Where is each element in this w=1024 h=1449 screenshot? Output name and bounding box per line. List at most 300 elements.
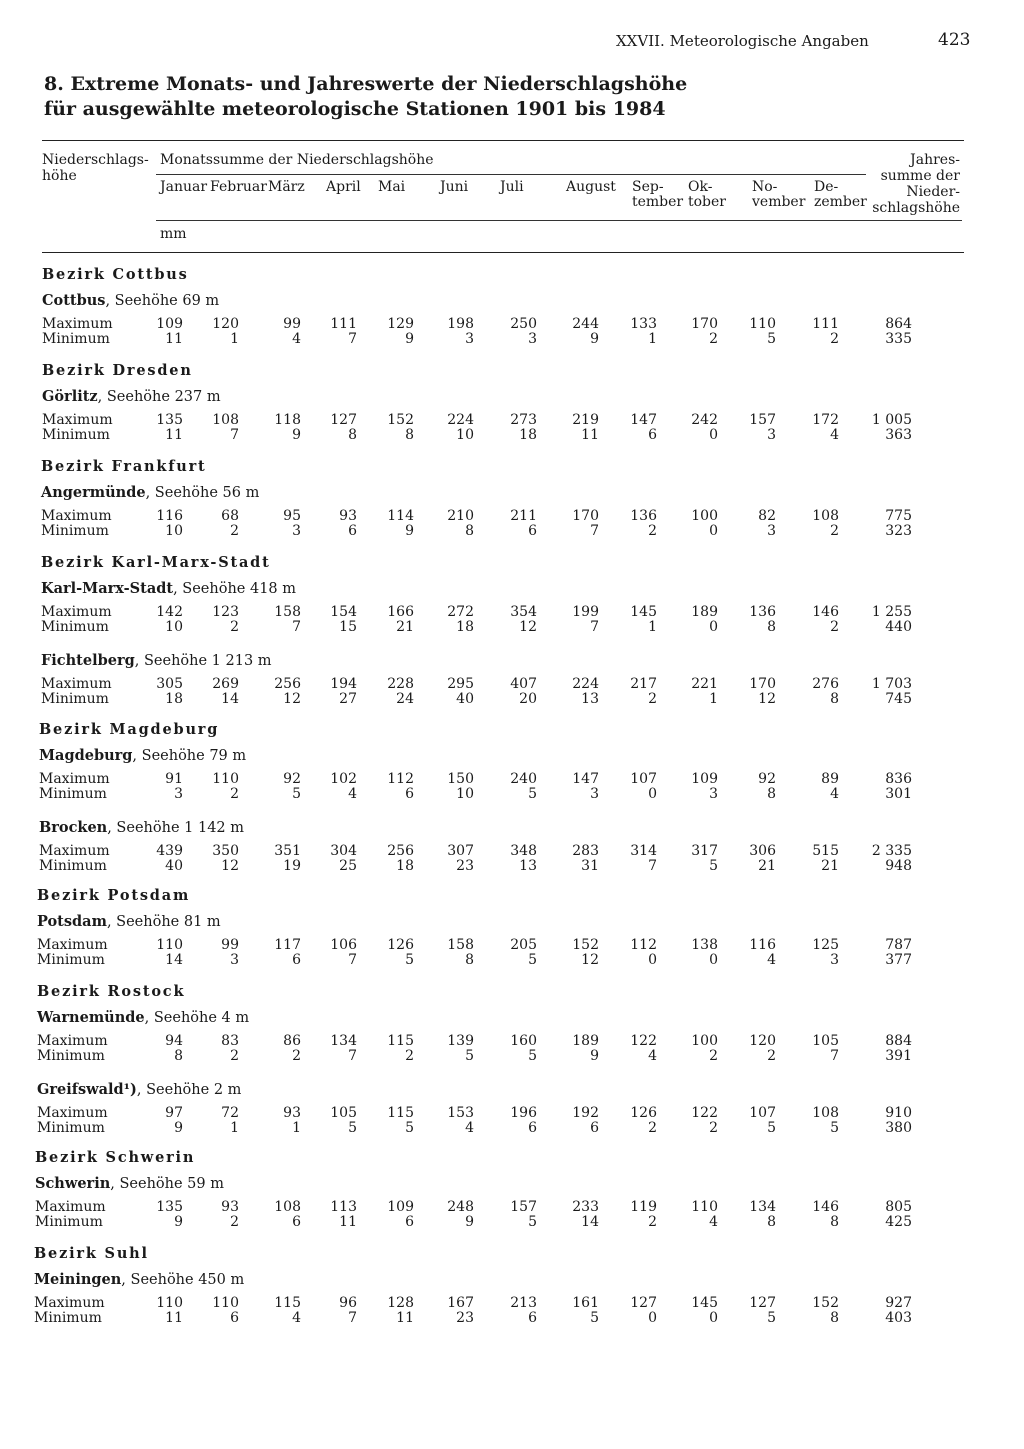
month-value: 348: [510, 843, 537, 859]
station-heading: [34, 1271, 244, 1288]
month-header: Februar: [210, 179, 267, 195]
district-name: Bezirk Cottbus: [42, 266, 189, 283]
month-value: 317: [691, 843, 718, 859]
row-label: Minimum: [41, 691, 109, 707]
month-value: 14: [165, 952, 183, 968]
month-value: 5: [709, 858, 718, 874]
month-value: 2: [230, 1048, 239, 1064]
row-label: Maximum: [37, 1105, 108, 1121]
month-value: 13: [519, 858, 537, 874]
month-value: 106: [330, 937, 357, 953]
month-value: 515: [812, 843, 839, 859]
annual-value: 836: [885, 771, 912, 787]
month-value: 5: [405, 952, 414, 968]
month-value: 244: [572, 316, 599, 332]
month-value: 2: [230, 523, 239, 539]
month-value: 5: [528, 952, 537, 968]
month-value: 1: [648, 331, 657, 347]
month-value: 256: [274, 676, 301, 692]
monthly-span-header: Monatssumme der Niederschlagshöhe: [160, 152, 434, 168]
station-heading: [41, 484, 259, 501]
month-value: 6: [590, 1120, 599, 1136]
table-title-line-2: für ausgewählte meteorologische Stationen 1901 bis 1984: [44, 98, 666, 120]
station-name: Görlitz: [42, 388, 98, 405]
month-value: 6: [348, 523, 357, 539]
month-value: 170: [691, 316, 718, 332]
station-elevation: , Seehöhe 4 m: [144, 1010, 250, 1026]
month-value: 1: [648, 619, 657, 635]
month-value: 6: [230, 1310, 239, 1326]
month-value: 9: [590, 1048, 599, 1064]
row-label: Maximum: [42, 316, 113, 332]
month-value: 351: [274, 843, 301, 859]
month-header: März: [268, 179, 305, 195]
month-value: 233: [572, 1199, 599, 1215]
month-value: 110: [156, 937, 183, 953]
month-header: De- zember: [814, 179, 867, 210]
month-value: 115: [387, 1105, 414, 1121]
month-value: 5: [767, 1310, 776, 1326]
row-label: Minimum: [37, 1048, 105, 1064]
month-value: 24: [396, 691, 414, 707]
station-heading: [41, 580, 296, 597]
month-value: 161: [572, 1295, 599, 1311]
month-value: 9: [292, 427, 301, 443]
month-value: 0: [709, 1310, 718, 1326]
month-value: 102: [330, 771, 357, 787]
month-value: 8: [174, 1048, 183, 1064]
minimum-row: [35, 1214, 975, 1229]
station-name: Brocken: [39, 819, 108, 836]
month-header: August: [566, 179, 616, 195]
station-name: Meiningen: [34, 1271, 122, 1288]
month-value: 93: [283, 1105, 301, 1121]
month-value: 116: [749, 937, 776, 953]
month-value: 127: [749, 1295, 776, 1311]
month-value: 108: [274, 1199, 301, 1215]
annual-value: 363: [885, 427, 912, 443]
month-value: 242: [691, 412, 718, 428]
month-value: 145: [630, 604, 657, 620]
station-heading: [39, 747, 246, 764]
month-value: 9: [174, 1120, 183, 1136]
month-value: 127: [630, 1295, 657, 1311]
month-value: 27: [339, 691, 357, 707]
month-value: 136: [749, 604, 776, 620]
month-value: 119: [630, 1199, 657, 1215]
month-value: 2: [709, 1048, 718, 1064]
station-name: Karl-Marx-Stadt: [41, 580, 174, 597]
annual-value: 377: [885, 952, 912, 968]
month-value: 189: [691, 604, 718, 620]
month-value: 6: [528, 523, 537, 539]
month-value: 8: [767, 786, 776, 802]
month-value: 2: [648, 1120, 657, 1136]
station-heading: [37, 1009, 249, 1026]
month-value: 217: [630, 676, 657, 692]
month-value: 2: [709, 331, 718, 347]
month-value: 5: [767, 331, 776, 347]
month-value: 20: [519, 691, 537, 707]
row-label: Maximum: [41, 676, 112, 692]
month-value: 135: [156, 1199, 183, 1215]
month-value: 11: [339, 1214, 357, 1230]
unit-label: mm: [160, 226, 187, 242]
month-value: 350: [212, 843, 239, 859]
minimum-row: [37, 1120, 977, 1135]
month-value: 8: [830, 1310, 839, 1326]
month-value: 199: [572, 604, 599, 620]
maximum-row: [37, 1105, 977, 1120]
month-value: 120: [749, 1033, 776, 1049]
month-value: 3: [590, 786, 599, 802]
annual-value: 380: [885, 1120, 912, 1136]
row-label: Minimum: [34, 1310, 102, 1326]
station-name: Greifswald¹): [37, 1081, 137, 1098]
month-value: 11: [581, 427, 599, 443]
month-header: Sep- tember: [632, 179, 684, 210]
month-value: 160: [510, 1033, 537, 1049]
month-value: 110: [212, 1295, 239, 1311]
district-name: Bezirk Dresden: [42, 362, 193, 379]
month-value: 12: [519, 619, 537, 635]
month-value: 128: [387, 1295, 414, 1311]
month-value: 4: [830, 786, 839, 802]
annual-value: 864: [885, 316, 912, 332]
annual-value: 323: [885, 523, 912, 539]
span-underline: [156, 174, 866, 175]
station-heading: [35, 1175, 224, 1192]
month-value: 108: [812, 508, 839, 524]
month-value: 304: [330, 843, 357, 859]
district-name: Bezirk Karl-Marx-Stadt: [41, 554, 271, 571]
month-header: Juli: [500, 179, 524, 195]
station-name: Schwerin: [35, 1175, 111, 1192]
annual-value: 775: [885, 508, 912, 524]
month-value: 0: [648, 1310, 657, 1326]
month-value: 9: [590, 331, 599, 347]
month-value: 111: [330, 316, 357, 332]
month-value: 23: [456, 1310, 474, 1326]
month-value: 3: [174, 786, 183, 802]
month-value: 5: [465, 1048, 474, 1064]
month-value: 228: [387, 676, 414, 692]
month-value: 1: [230, 1120, 239, 1136]
annual-value: 805: [885, 1199, 912, 1215]
station-heading: [42, 292, 219, 309]
month-value: 273: [510, 412, 537, 428]
month-value: 8: [465, 523, 474, 539]
month-value: 11: [165, 1310, 183, 1326]
month-value: 110: [156, 1295, 183, 1311]
month-value: 146: [812, 604, 839, 620]
month-value: 6: [528, 1120, 537, 1136]
month-value: 9: [405, 523, 414, 539]
month-value: 221: [691, 676, 718, 692]
month-value: 152: [572, 937, 599, 953]
row-label: Minimum: [41, 619, 109, 635]
month-value: 123: [212, 604, 239, 620]
month-value: 224: [572, 676, 599, 692]
month-value: 152: [812, 1295, 839, 1311]
month-value: 11: [165, 427, 183, 443]
month-value: 18: [519, 427, 537, 443]
month-value: 3: [465, 331, 474, 347]
district-name: Bezirk Suhl: [34, 1245, 149, 1262]
month-value: 0: [648, 952, 657, 968]
month-value: 167: [447, 1295, 474, 1311]
month-value: 109: [691, 771, 718, 787]
month-value: 5: [528, 786, 537, 802]
month-value: 3: [709, 786, 718, 802]
month-value: 240: [510, 771, 537, 787]
maximum-row: [39, 843, 979, 858]
month-value: 2: [648, 1214, 657, 1230]
month-value: 134: [330, 1033, 357, 1049]
annual-value: 391: [885, 1048, 912, 1064]
month-value: 8: [767, 619, 776, 635]
row-label: Minimum: [42, 427, 110, 443]
minimum-row: [39, 858, 979, 873]
month-value: 205: [510, 937, 537, 953]
month-value: 314: [630, 843, 657, 859]
annual-value: 1 005: [871, 412, 912, 428]
month-value: 189: [572, 1033, 599, 1049]
row-label: Maximum: [37, 937, 108, 953]
month-value: 129: [387, 316, 414, 332]
month-value: 0: [709, 427, 718, 443]
station-heading: [39, 819, 244, 836]
month-value: 158: [447, 937, 474, 953]
month-value: 8: [405, 427, 414, 443]
annual-value: 910: [885, 1105, 912, 1121]
row-label: Maximum: [41, 508, 112, 524]
station-name: Angermünde: [41, 484, 146, 501]
annual-value: 1 703: [871, 676, 912, 692]
row-label: Maximum: [37, 1033, 108, 1049]
month-value: 152: [387, 412, 414, 428]
annual-value: 301: [885, 786, 912, 802]
row-label: Minimum: [35, 1214, 103, 1230]
month-value: 2: [767, 1048, 776, 1064]
month-value: 113: [330, 1199, 357, 1215]
minimum-row: [41, 619, 981, 634]
month-value: 439: [156, 843, 183, 859]
month-value: 8: [348, 427, 357, 443]
month-value: 110: [749, 316, 776, 332]
top-rule: [42, 140, 964, 141]
month-value: 110: [691, 1199, 718, 1215]
station-name: Warnemünde: [37, 1009, 145, 1026]
minimum-row: [42, 427, 982, 442]
month-value: 2: [830, 619, 839, 635]
month-value: 6: [292, 1214, 301, 1230]
month-value: 283: [572, 843, 599, 859]
month-value: 115: [387, 1033, 414, 1049]
month-value: 407: [510, 676, 537, 692]
month-value: 3: [528, 331, 537, 347]
month-value: 7: [348, 952, 357, 968]
month-value: 83: [221, 1033, 239, 1049]
month-value: 4: [767, 952, 776, 968]
maximum-row: [37, 937, 977, 952]
month-value: 114: [387, 508, 414, 524]
month-value: 94: [165, 1033, 183, 1049]
month-value: 5: [767, 1120, 776, 1136]
month-value: 11: [396, 1310, 414, 1326]
month-value: 12: [758, 691, 776, 707]
running-head: XXVII. Meteorologische Angaben: [616, 32, 869, 50]
month-value: 96: [339, 1295, 357, 1311]
month-value: 157: [510, 1199, 537, 1215]
table-title: [44, 72, 687, 122]
month-value: 9: [465, 1214, 474, 1230]
month-value: 3: [292, 523, 301, 539]
row-label: Minimum: [37, 1120, 105, 1136]
annual-value: 927: [885, 1295, 912, 1311]
month-value: 8: [830, 1214, 839, 1230]
month-value: 15: [339, 619, 357, 635]
month-value: 269: [212, 676, 239, 692]
station-elevation: , Seehöhe 418 m: [173, 581, 297, 597]
month-value: 21: [821, 858, 839, 874]
month-value: 150: [447, 771, 474, 787]
month-value: 4: [292, 331, 301, 347]
month-value: 9: [174, 1214, 183, 1230]
month-value: 14: [581, 1214, 599, 1230]
month-value: 2: [405, 1048, 414, 1064]
month-value: 0: [709, 523, 718, 539]
month-value: 138: [691, 937, 718, 953]
month-value: 4: [830, 427, 839, 443]
month-value: 122: [691, 1105, 718, 1121]
month-value: 7: [348, 1310, 357, 1326]
month-value: 6: [528, 1310, 537, 1326]
station-heading: [37, 913, 221, 930]
minimum-row: [41, 523, 981, 538]
month-value: 92: [283, 771, 301, 787]
month-value: 153: [447, 1105, 474, 1121]
month-value: 147: [630, 412, 657, 428]
month-value: 107: [749, 1105, 776, 1121]
month-value: 157: [749, 412, 776, 428]
month-header: No- vember: [752, 179, 806, 210]
maximum-row: [34, 1295, 974, 1310]
month-value: 4: [465, 1120, 474, 1136]
month-value: 86: [283, 1033, 301, 1049]
maximum-row: [41, 508, 981, 523]
annual-value: 335: [885, 331, 912, 347]
row-label: Maximum: [39, 771, 110, 787]
annual-value: 884: [885, 1033, 912, 1049]
minimum-row: [41, 691, 981, 706]
month-value: 100: [691, 508, 718, 524]
station-elevation: , Seehöhe 450 m: [121, 1272, 245, 1288]
month-value: 139: [447, 1033, 474, 1049]
month-value: 210: [447, 508, 474, 524]
month-value: 122: [630, 1033, 657, 1049]
month-value: 145: [691, 1295, 718, 1311]
month-value: 5: [590, 1310, 599, 1326]
month-value: 109: [387, 1199, 414, 1215]
month-value: 276: [812, 676, 839, 692]
month-value: 135: [156, 412, 183, 428]
station-elevation: , Seehöhe 1 142 m: [107, 820, 244, 836]
month-value: 5: [830, 1120, 839, 1136]
month-value: 13: [581, 691, 599, 707]
station-name: Fichtelberg: [41, 652, 135, 669]
month-value: 10: [456, 786, 474, 802]
row-label: Maximum: [35, 1199, 106, 1215]
minimum-row: [34, 1310, 974, 1325]
month-value: 4: [348, 786, 357, 802]
minimum-row: [39, 786, 979, 801]
month-value: 1: [230, 331, 239, 347]
month-value: 99: [221, 937, 239, 953]
month-value: 3: [767, 427, 776, 443]
month-value: 2: [230, 1214, 239, 1230]
month-value: 12: [283, 691, 301, 707]
month-value: 4: [292, 1310, 301, 1326]
month-value: 93: [339, 508, 357, 524]
month-header: April: [326, 179, 361, 195]
district-name: Bezirk Rostock: [37, 983, 186, 1000]
month-value: 0: [709, 952, 718, 968]
month-value: 2: [648, 523, 657, 539]
station-elevation: , Seehöhe 79 m: [132, 748, 247, 764]
row-label: Minimum: [39, 786, 107, 802]
header-underline: [156, 220, 962, 221]
month-value: 7: [648, 858, 657, 874]
month-value: 2: [709, 1120, 718, 1136]
station-elevation: , Seehöhe 237 m: [97, 389, 221, 405]
month-value: 25: [339, 858, 357, 874]
station-name: Cottbus: [42, 292, 106, 309]
month-value: 108: [812, 1105, 839, 1121]
month-value: 194: [330, 676, 357, 692]
month-value: 110: [212, 771, 239, 787]
month-value: 97: [165, 1105, 183, 1121]
month-value: 10: [165, 619, 183, 635]
month-value: 7: [590, 523, 599, 539]
month-header: Juni: [440, 179, 469, 195]
month-value: 92: [758, 771, 776, 787]
month-value: 136: [630, 508, 657, 524]
month-value: 82: [758, 508, 776, 524]
month-value: 11: [165, 331, 183, 347]
month-value: 196: [510, 1105, 537, 1121]
month-value: 170: [572, 508, 599, 524]
station-elevation: , Seehöhe 2 m: [136, 1082, 242, 1098]
month-value: 6: [292, 952, 301, 968]
station-elevation: , Seehöhe 56 m: [145, 485, 260, 501]
row-label: Maximum: [42, 412, 113, 428]
annual-value: 2 335: [871, 843, 912, 859]
month-value: 116: [156, 508, 183, 524]
row-label: Minimum: [39, 858, 107, 874]
month-value: 93: [221, 1199, 239, 1215]
month-value: 3: [830, 952, 839, 968]
month-value: 166: [387, 604, 414, 620]
month-value: 107: [630, 771, 657, 787]
month-value: 306: [749, 843, 776, 859]
month-value: 111: [812, 316, 839, 332]
station-elevation: , Seehöhe 59 m: [110, 1176, 224, 1192]
month-header: Ok- tober: [688, 179, 726, 210]
month-value: 19: [283, 858, 301, 874]
minimum-row: [42, 331, 982, 346]
month-value: 99: [283, 316, 301, 332]
